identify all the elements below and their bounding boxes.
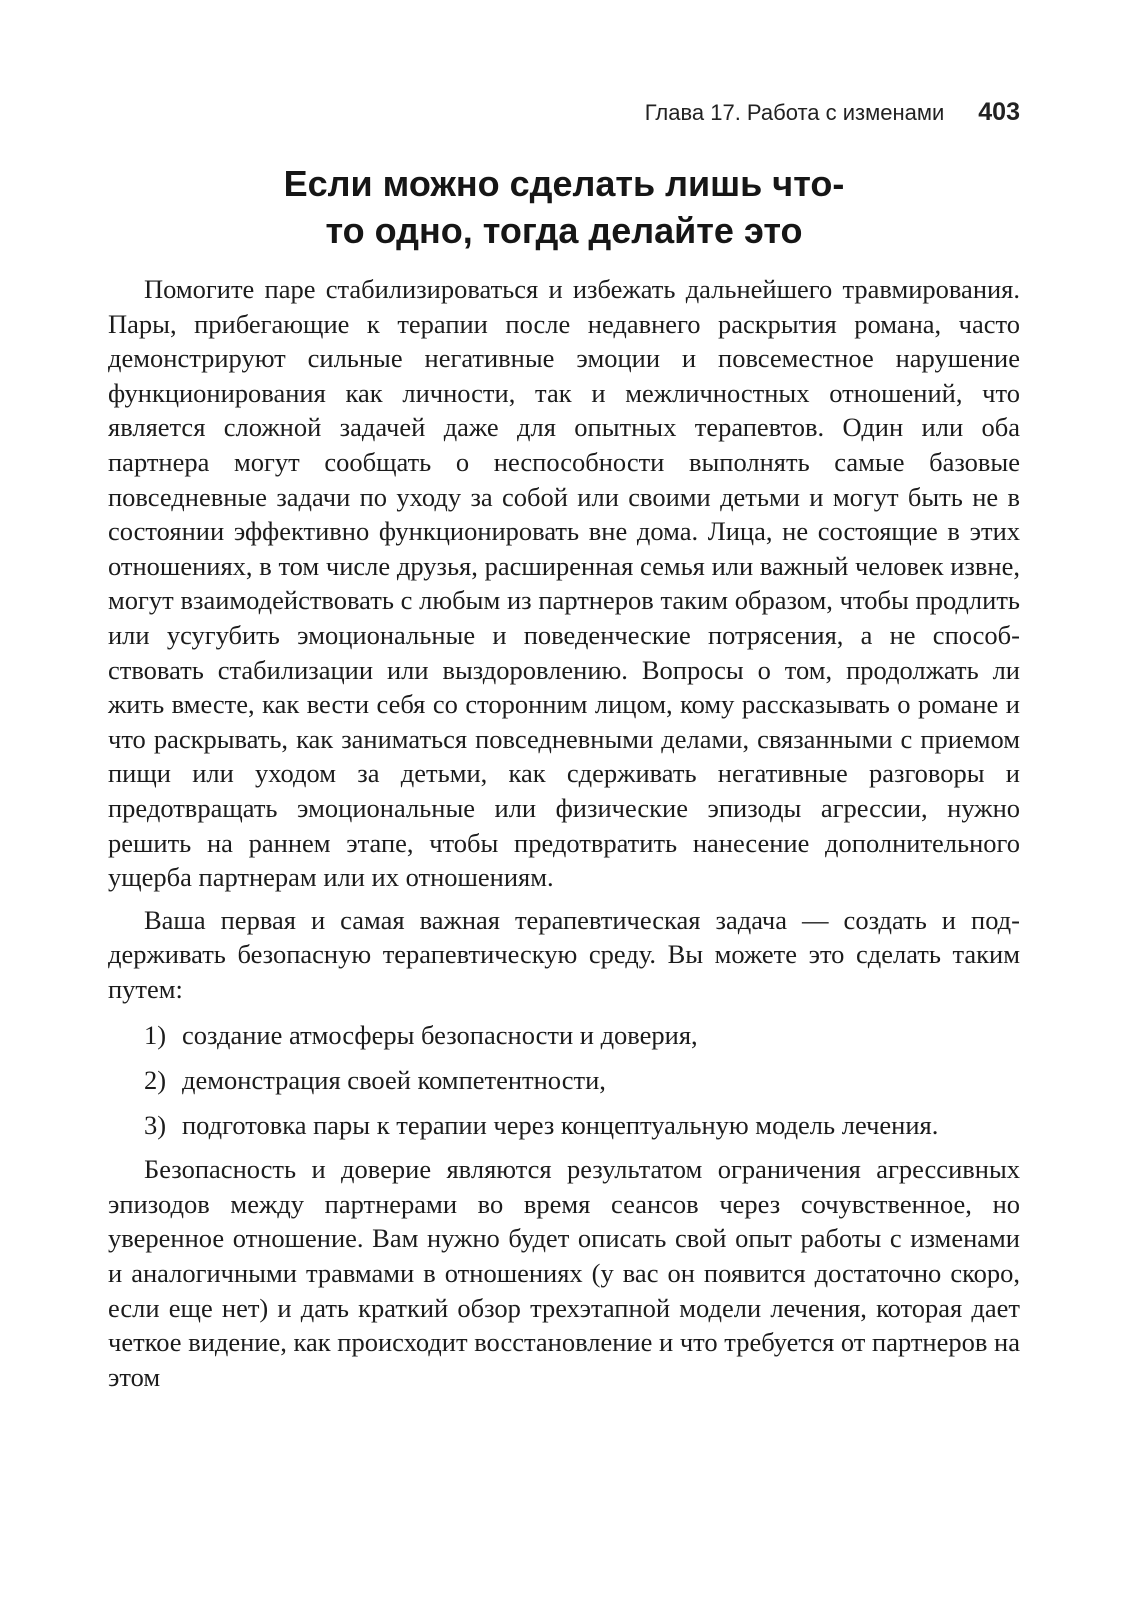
chapter-title: Глава 17. Работа с изменами (644, 100, 945, 125)
section-heading (108, 160, 1020, 254)
numbered-list (144, 1018, 1020, 1142)
list-item-number: 2) (144, 1065, 167, 1096)
list-item-number: 3) (144, 1109, 167, 1140)
section-heading-line-1: Если можно сделать лишь что- (283, 163, 845, 204)
running-head (108, 96, 1020, 129)
paragraph: Помогите паре стабилизироваться и избежать дальнейшего травмирования. Пары, прибегающие к терапии после недавнего раскрытия романа, часто демонстрируют сильные негативные эмоции и повсеместное нарушение функционирования как личности, так и межличностных отношений, что является сложной задачей даже для опытных терапевтов. Один или оба партнера могут сообщать о неспособности выполнять самые базовые повседневные задачи по уходу за собой или своими детьми и могут быть не в состоянии эффективно функционировать вне дома. Лица, не состоящие в этих отношениях, в том числе друзья, расширенная семья или важный человек извне, могут взаимодействовать с любым из партнеров таким образом, чтобы продлить или усугубить эмоциональные и поведенческие потрясения, а не способствовать стабилизации или выздоровлению. Вопросы о том, продолжать ли жить вместе, как вести себя со сторонним лицом, кому рассказывать о романе и что раскрывать, как заниматься повседневными делами, связанными с приемом пищи или уходом за детьми, как сдерживать негативные разговоры и предотвращать эмоциональные или физические эпизоды агрессии, нужно решить на раннем этапе, чтобы предотвратить нанесение дополнительного ущерба партнерам или их отношениям. (108, 274, 1020, 893)
list-item-number: 1) (144, 1020, 167, 1051)
list-item (144, 1108, 1020, 1143)
paragraph: Безопасность и доверие являются результатом ограничения агрессивных эпизодов между партнерами во время сеансов через сочувственное, но уверенное отношение. Вам нужно будет описать свой опыт работы с изменами и аналогичными травмами в отношениях (у вас он появится достаточно скоро, если еще нет) и дать краткий обзор трехэтапной модели лечения, которая дает четкое видение, как происходит восстановление и что требуется от партнеров на этом (108, 1154, 1020, 1392)
page-number: 403 (978, 98, 1020, 126)
list-item-text: подготовка пары к терапии через концептуальную модель лечения. (182, 1109, 939, 1140)
list-item (144, 1018, 1020, 1053)
list-item-text: создание атмосферы безопасности и доверия, (182, 1020, 698, 1051)
section-heading-line-2: то одно, тогда делайте это (325, 210, 803, 251)
body-text (108, 272, 1020, 1394)
paragraph: Ваша первая и самая важная терапевтическая задача — создать и поддерживать безопасную терапевтическую среду. Вы можете это сделать таким путем: (108, 904, 1020, 1004)
list-item-text: демонстрация своей компетентности, (182, 1065, 606, 1096)
list-item (144, 1063, 1020, 1098)
